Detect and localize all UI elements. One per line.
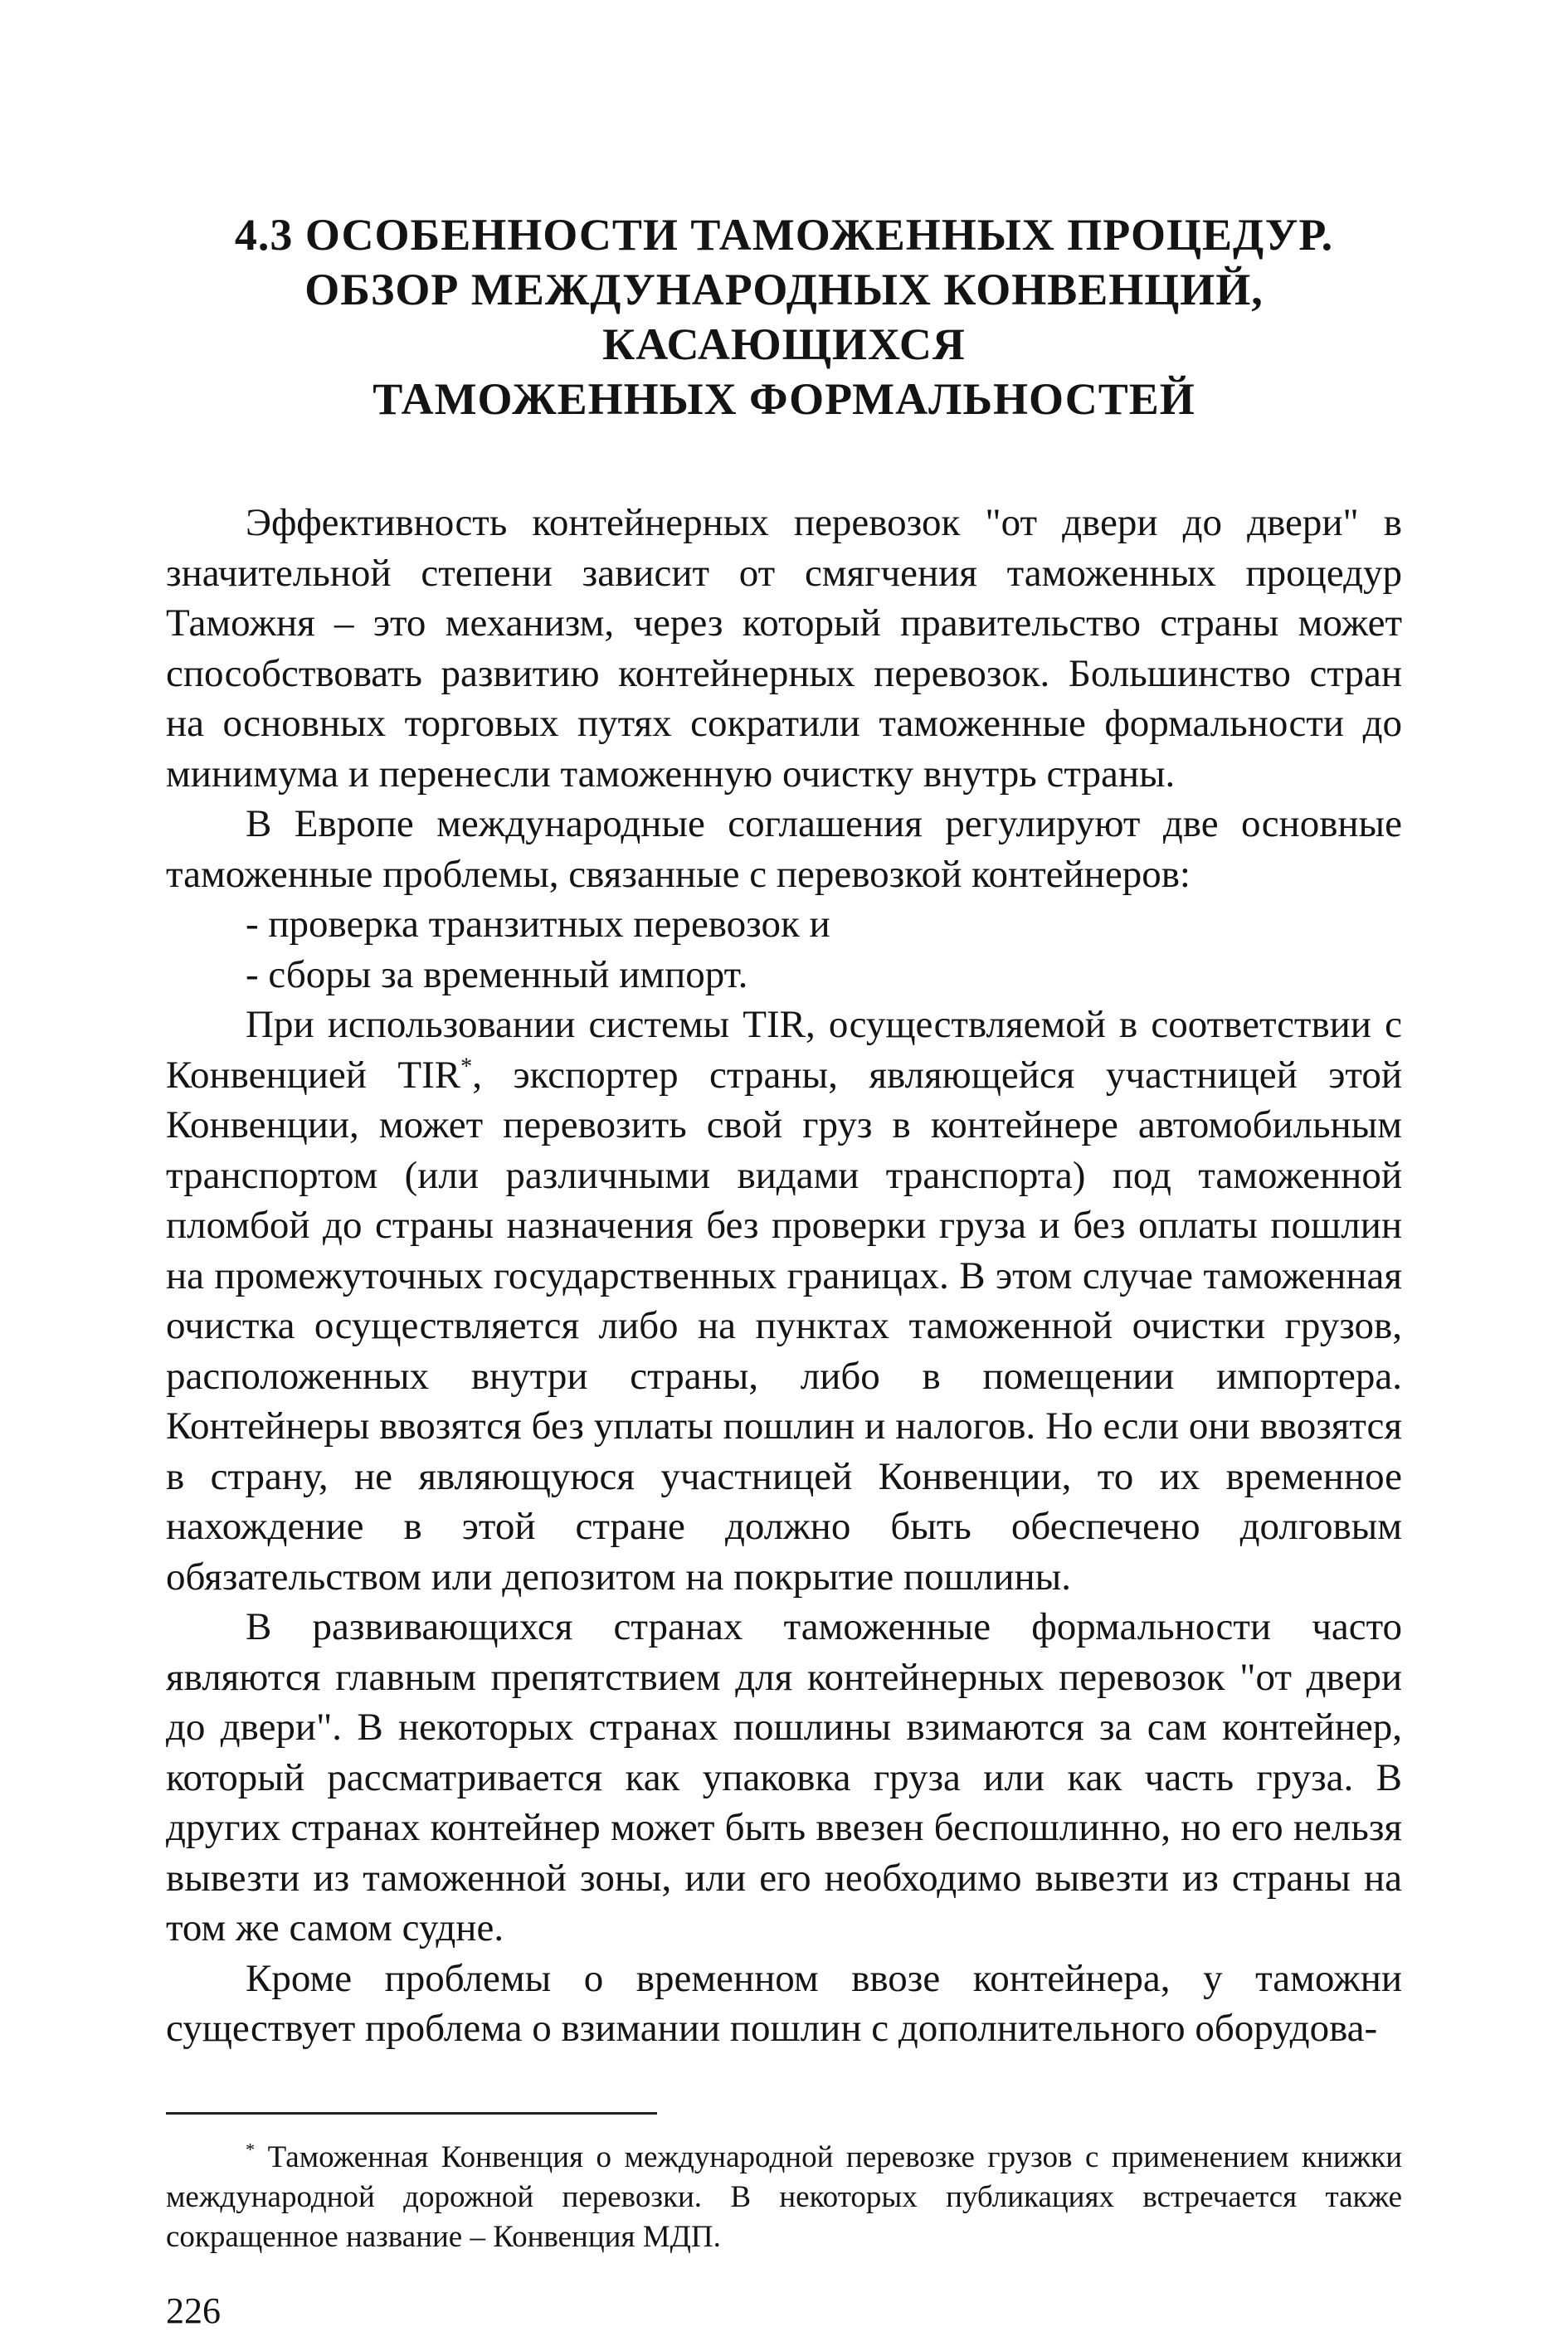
footnote-reference: * (460, 1053, 473, 1079)
paragraph-3 (166, 1000, 1402, 1602)
paragraph-4: В развивающихся странах таможенные формальности часто являются главным препятствием для контейнерных перевозок "от двери до двери". В некоторых странах пошлины взимаются за сам контейнер, который рассматривается как упаковка груза или как часть груза. В других странах контейнер может быть ввезен беспошлинно, но его нельзя вывезти из таможенной зоны, или его необходимо вывезти из страны на том же самом судне. (166, 1605, 1402, 1949)
footnote (166, 2138, 1402, 2257)
footnote-divider (166, 2112, 657, 2115)
heading-line-2: ОБЗОР МЕЖДУНАРОДНЫХ КОНВЕНЦИЙ, КАСАЮЩИХСЯ (304, 265, 1264, 369)
list-item-2: - сборы за временный импорт. (246, 952, 748, 996)
section-heading (166, 207, 1402, 426)
paragraph-3-end: , экспортер страны, являющейся участницей этой Конвенции, может перевозить свой груз в контейнере автомобильным транспортом (или различными видами транспорта) под таможенной пломбой до страны назначения без проверки груза и без оплаты пошлин на промежуточных государственных границах. В этом случае таможенная очистка осуществляется либо на пунктах таможенной очистки грузов, расположенных внутри страны, либо в помещении импортера. Контейнеры ввозятся без уплаты пошлин и налогов. Но если они ввозятся в страну, не являющуюся участницей Конвенции, то их временное нахождение в этой стране должно быть обеспечено долговым обязательством или депозитом на покрытие пошлины. (166, 1053, 1402, 1599)
paragraph-5: Кроме проблемы о временном ввозе контейнера, у таможни существует проблема о взимании пошлин с дополнительного оборудова- (166, 1956, 1402, 2050)
heading-line-1: 4.3 ОСОБЕННОСТИ ТАМОЖЕННЫХ ПРОЦЕДУР. (234, 210, 1334, 260)
page-number: 226 (166, 2290, 221, 2331)
footnote-mark: * (246, 2139, 256, 2160)
paragraph-3-start: При использовании системы TIR, осуществляемой в соответствии с Конвенцией TIR (166, 1003, 1402, 1097)
list-item-1: - проверка транзитных перевозок и (246, 903, 830, 946)
footnote-text: Таможенная Конвенция о международной перевозке грузов с применением книжки международной дорожной перевозки. В некоторых публикациях встречается также сокращенное название – Конвенция МДП. (166, 2139, 1402, 2254)
heading-line-3: ТАМОЖЕННЫХ ФОРМАЛЬНОСТЕЙ (373, 374, 1195, 424)
document-page (166, 207, 1402, 2334)
paragraph-1: Эффективность контейнерных перевозок "от двери до двери" в значительной степени зависит от смягчения таможенных процедур Таможня – это механизм, через который правительство страны может способствовать развитию контейнерных перевозок. Большинство стран на основных торговых путях сократили таможенные формальности до минимума и перенесли таможенную очистку внутрь страны. (166, 501, 1402, 796)
body-text (166, 498, 1402, 2054)
paragraph-2: В Европе международные соглашения регулируют две основные таможенные проблемы, связанные с перевозкой контейнеров: (166, 802, 1402, 896)
